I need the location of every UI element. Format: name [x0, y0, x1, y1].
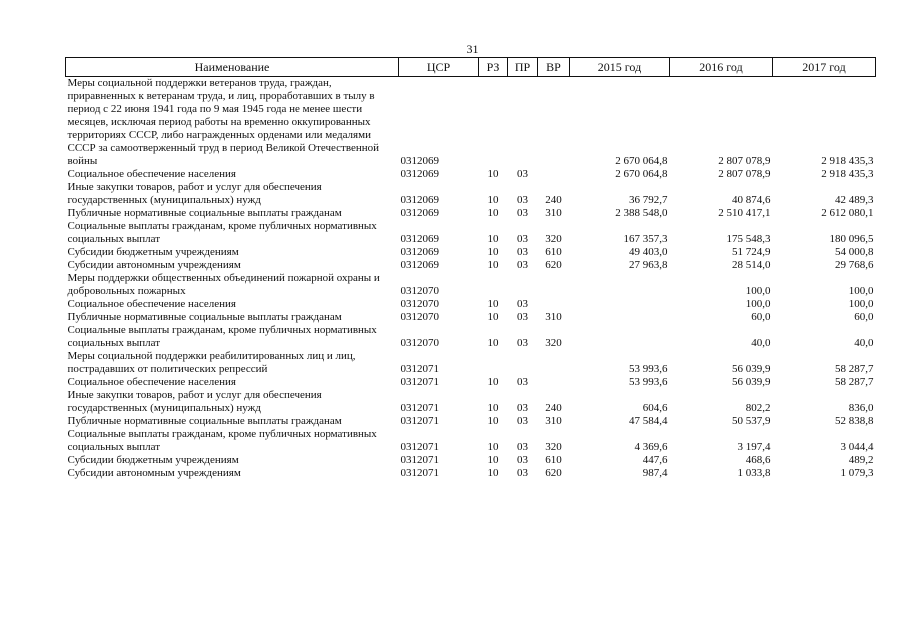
row-value-2017: 836,0 [848, 402, 874, 414]
row-rz: 10 [487, 402, 499, 414]
row-csr: 0312070 [400, 285, 439, 297]
row-rz: 10 [487, 376, 499, 388]
row-value-2016: 60,0 [751, 311, 771, 323]
row-rz [479, 272, 508, 298]
row-pr: 03 [517, 402, 528, 414]
table-row [66, 77, 876, 169]
row-rz [479, 350, 508, 376]
row-rz: 10 [487, 454, 499, 466]
table-row [66, 259, 876, 272]
row-value-2016: 28 514,0 [732, 259, 771, 271]
table-row [66, 272, 876, 298]
row-name: Иные закупки товаров, работ и услуг для обеспечения государственных (муниципальных) нужд [67, 181, 322, 206]
row-csr: 0312071 [400, 415, 439, 427]
row-pr: 03 [517, 207, 528, 219]
row-value-2017: 100,0 [848, 285, 874, 297]
row-value-2016: 56 039,9 [732, 363, 771, 375]
row-csr: 0312069 [400, 207, 439, 219]
row-name: Субсидии бюджетным учреждениям [67, 246, 239, 258]
table-row [66, 324, 876, 350]
row-vr: 320 [545, 441, 562, 453]
row-value-2017: 2 918 435,3 [821, 155, 874, 167]
table-row [66, 220, 876, 246]
row-name: Иные закупки товаров, работ и услуг для обеспечения государственных (муниципальных) нужд [67, 389, 322, 414]
row-csr: 0312071 [400, 376, 439, 388]
row-pr: 03 [517, 168, 528, 180]
row-value-2017: 1 079,3 [840, 467, 874, 479]
row-csr: 0312071 [400, 441, 439, 453]
row-value-2017: 52 838,8 [835, 415, 874, 427]
row-value-2017: 489,2 [848, 454, 874, 466]
row-vr: 240 [545, 402, 562, 414]
row-name: Меры социальной поддержки ветеранов труда, граждан, приравненных к ветеранам труда, и лиц, проработавших в тылу в период с 22 июня 1941 года по 9 мая 1945 года не менее шести месяцев, исключая период работы на временно оккупированных территориях СССР, либо награжденных орденами или медалями СССР за самоотверженный труд в период Великой Отечественной войны [67, 77, 380, 167]
row-value-2015: 47 584,4 [629, 415, 668, 427]
row-csr: 0312070 [400, 298, 439, 310]
row-value-2017: 2 612 080,1 [821, 207, 874, 219]
table-header-row [66, 58, 876, 77]
row-name: Субсидии автономным учреждениям [67, 467, 241, 479]
row-csr: 0312071 [400, 454, 439, 466]
table-row [66, 376, 876, 389]
table-row [66, 181, 876, 207]
row-value-2017: 180 096,5 [829, 233, 874, 245]
row-vr: 320 [545, 233, 562, 245]
row-value-2015: 36 792,7 [629, 194, 668, 206]
row-value-2015 [570, 311, 670, 324]
row-name: Публичные нормативные социальные выплаты гражданам [67, 415, 342, 427]
row-csr: 0312071 [400, 363, 439, 375]
row-vr: 620 [545, 467, 562, 479]
row-name: Субсидии бюджетным учреждениям [67, 454, 239, 466]
row-value-2017: 58 287,7 [835, 363, 874, 375]
table-row [66, 311, 876, 324]
header-csr: ЦСР [399, 58, 479, 77]
table-row [66, 415, 876, 428]
row-name: Меры социальной поддержки реабилитированных лиц и лиц, пострадавших от политических репрессий [67, 350, 356, 375]
row-pr: 03 [517, 233, 528, 245]
row-rz: 10 [487, 233, 499, 245]
row-vr: 240 [545, 194, 562, 206]
header-2015: 2015 год [570, 58, 670, 77]
row-pr: 03 [517, 298, 528, 310]
row-vr: 310 [545, 207, 562, 219]
row-pr: 03 [517, 454, 528, 466]
row-value-2017: 2 918 435,3 [821, 168, 874, 180]
row-name: Социальные выплаты гражданам, кроме публичных нормативных социальных выплат [67, 324, 377, 349]
row-value-2016: 100,0 [745, 298, 771, 310]
header-pr: ПР [508, 58, 538, 77]
row-vr [538, 350, 570, 376]
row-csr: 0312069 [400, 155, 439, 167]
row-pr: 03 [517, 415, 528, 427]
row-value-2017: 58 287,7 [835, 376, 874, 388]
row-value-2015: 49 403,0 [629, 246, 668, 258]
row-rz: 10 [487, 337, 499, 349]
row-name: Публичные нормативные социальные выплаты гражданам [67, 311, 342, 323]
row-value-2016: 175 548,3 [726, 233, 771, 245]
row-pr: 03 [517, 467, 528, 479]
row-rz: 10 [487, 298, 499, 310]
budget-table [65, 57, 876, 480]
row-rz: 10 [487, 415, 499, 427]
row-name: Меры поддержки общественных объединений пожарной охраны и добровольных пожарных [67, 272, 380, 297]
row-vr [538, 168, 570, 181]
row-rz [479, 77, 508, 169]
row-name: Социальное обеспечение населения [67, 168, 236, 180]
row-rz: 10 [487, 311, 499, 323]
row-csr: 0312071 [400, 467, 439, 479]
row-vr: 320 [545, 337, 562, 349]
table-row [66, 246, 876, 259]
row-vr: 310 [545, 311, 562, 323]
row-vr: 610 [545, 454, 562, 466]
row-csr: 0312069 [400, 246, 439, 258]
row-value-2017: 3 044,4 [840, 441, 874, 453]
row-value-2015: 4 369,6 [634, 441, 668, 453]
table-row [66, 207, 876, 220]
row-csr: 0312069 [400, 233, 439, 245]
row-value-2015: 2 670 064,8 [615, 168, 668, 180]
header-name: Наименование [66, 58, 399, 77]
row-vr [538, 298, 570, 311]
row-value-2016: 2 510 417,1 [718, 207, 771, 219]
row-csr: 0312069 [400, 194, 439, 206]
row-name: Субсидии автономным учреждениям [67, 259, 241, 271]
row-value-2017: 100,0 [848, 298, 874, 310]
row-value-2017: 40,0 [854, 337, 874, 349]
row-value-2015: 2 388 548,0 [615, 207, 668, 219]
table-row [66, 350, 876, 376]
row-value-2015: 604,6 [642, 402, 668, 414]
row-value-2015: 447,6 [642, 454, 668, 466]
row-vr [538, 376, 570, 389]
row-value-2016: 2 807 078,9 [718, 168, 771, 180]
row-name: Социальные выплаты гражданам, кроме публичных нормативных социальных выплат [67, 428, 377, 453]
row-vr: 620 [545, 259, 562, 271]
row-csr: 0312070 [400, 337, 439, 349]
row-name: Социальное обеспечение населения [67, 376, 236, 388]
row-vr [538, 77, 570, 169]
row-value-2017: 54 000,8 [835, 246, 874, 258]
table-row [66, 389, 876, 415]
row-rz: 10 [487, 194, 499, 206]
table-row [66, 454, 876, 467]
row-pr: 03 [517, 246, 528, 258]
row-value-2016: 40,0 [751, 337, 771, 349]
row-pr: 03 [517, 259, 528, 271]
row-rz: 10 [487, 467, 499, 479]
row-csr: 0312069 [400, 259, 439, 271]
row-value-2016: 1 033,8 [737, 467, 771, 479]
row-pr: 03 [517, 376, 528, 388]
row-rz: 10 [487, 441, 499, 453]
row-value-2016: 802,2 [745, 402, 771, 414]
header-2017: 2017 год [773, 58, 876, 77]
row-pr: 03 [517, 311, 528, 323]
row-pr: 03 [517, 441, 528, 453]
row-pr: 03 [517, 337, 528, 349]
row-value-2015: 2 670 064,8 [615, 155, 668, 167]
row-value-2016: 2 807 078,9 [718, 155, 771, 167]
row-rz: 10 [487, 246, 499, 258]
row-value-2017: 60,0 [854, 311, 874, 323]
row-csr: 0312069 [400, 168, 439, 180]
row-value-2015: 987,4 [642, 467, 668, 479]
row-name: Социальное обеспечение населения [67, 298, 236, 310]
row-vr: 610 [545, 246, 562, 258]
row-value-2017: 42 489,3 [835, 194, 874, 206]
row-value-2015: 53 993,6 [629, 363, 668, 375]
table-row [66, 168, 876, 181]
row-value-2015: 53 993,6 [629, 376, 668, 388]
row-value-2015 [570, 324, 670, 350]
row-value-2015: 27 963,8 [629, 259, 668, 271]
table-row [66, 428, 876, 454]
row-value-2017: 29 768,6 [835, 259, 874, 271]
row-rz: 10 [487, 259, 499, 271]
row-csr: 0312071 [400, 402, 439, 414]
row-value-2016: 3 197,4 [737, 441, 771, 453]
row-name: Публичные нормативные социальные выплаты гражданам [67, 207, 342, 219]
row-vr [538, 272, 570, 298]
row-value-2016: 468,6 [745, 454, 771, 466]
row-pr [508, 350, 538, 376]
table-row [66, 298, 876, 311]
row-pr [508, 272, 538, 298]
row-csr: 0312070 [400, 311, 439, 323]
row-pr [508, 77, 538, 169]
row-vr: 310 [545, 415, 562, 427]
row-value-2016: 50 537,9 [732, 415, 771, 427]
row-pr: 03 [517, 194, 528, 206]
header-2016: 2016 год [670, 58, 773, 77]
row-value-2015 [570, 272, 670, 298]
row-value-2016: 100,0 [745, 285, 771, 297]
row-value-2015: 167 357,3 [623, 233, 668, 245]
table-row [66, 467, 876, 480]
row-value-2015 [570, 298, 670, 311]
row-rz: 10 [487, 168, 499, 180]
row-rz: 10 [487, 207, 499, 219]
header-rz: РЗ [479, 58, 508, 77]
row-value-2016: 56 039,9 [732, 376, 771, 388]
page-number: 31 [466, 42, 479, 56]
row-value-2016: 40 874,6 [732, 194, 771, 206]
header-vr: ВР [538, 58, 570, 77]
row-value-2016: 51 724,9 [732, 246, 771, 258]
row-name: Социальные выплаты гражданам, кроме публичных нормативных социальных выплат [67, 220, 377, 245]
